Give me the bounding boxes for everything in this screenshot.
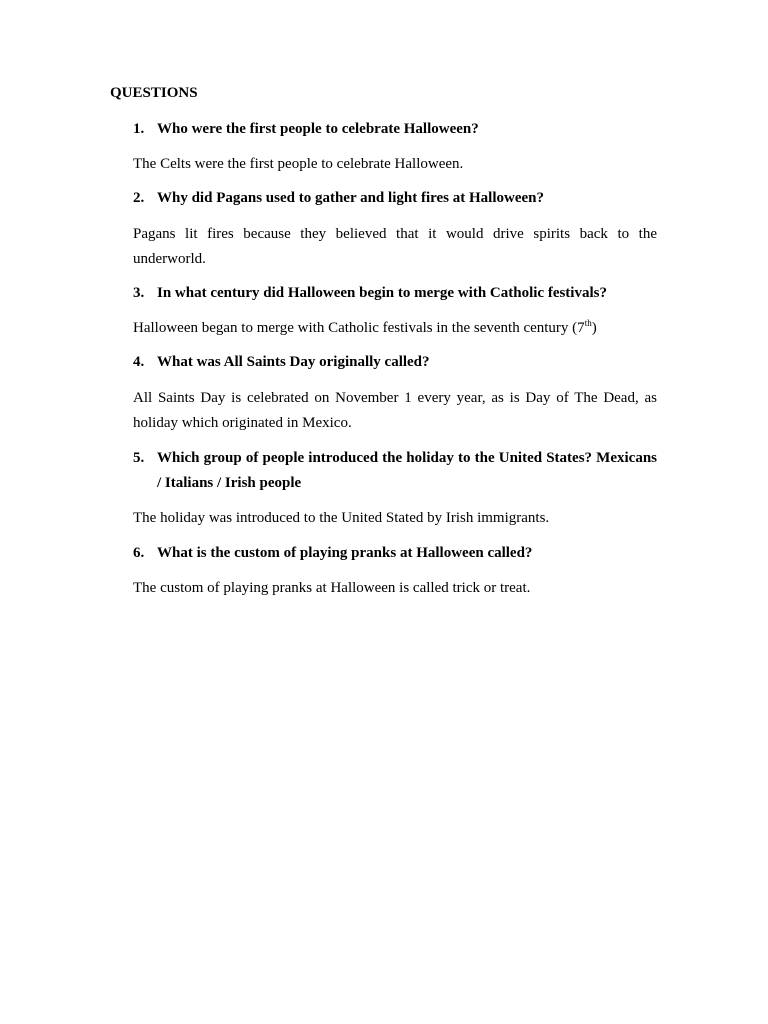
answer-5: The holiday was introduced to the United Stated by Irish immigrants. [133, 510, 550, 526]
question-6-number: 6. [133, 545, 145, 561]
question-5 [133, 446, 657, 496]
answer-3-text: Halloween began to merge with Catholic festivals in the seventh century (7 [133, 320, 585, 336]
question-1-number: 1. [133, 121, 145, 137]
questions-heading: QUESTIONS [110, 85, 198, 101]
answer-4: All Saints Day is celebrated on November 1 every year, as is Day of The Dead, as holiday which originated in Mexico. [133, 390, 657, 431]
question-2-text: Why did Pagans used to gather and light fires at Halloween? [157, 190, 544, 206]
answer-3 [133, 316, 657, 341]
question-3 [133, 281, 657, 306]
question-6-text: What is the custom of playing pranks at Halloween called? [157, 545, 533, 561]
answer-6: The custom of playing pranks at Halloween is called trick or treat. [133, 580, 531, 596]
question-1 [133, 117, 657, 142]
question-2 [133, 186, 657, 211]
answer-1: The Celts were the first people to celebrate Halloween. [133, 156, 464, 172]
answer-2: Pagans lit fires because they believed that it would drive spirits back to the underworld. [133, 226, 657, 267]
question-6 [133, 541, 657, 566]
question-4 [133, 350, 657, 375]
question-5-number: 5. [133, 450, 145, 466]
question-3-text: In what century did Halloween begin to merge with Catholic festivals? [157, 285, 607, 301]
question-3-number: 3. [133, 285, 145, 301]
answer-3-suffix: ) [591, 320, 597, 336]
question-1-text: Who were the first people to celebrate Halloween? [157, 121, 479, 137]
question-4-number: 4. [133, 354, 145, 370]
answer-3-superscript: th [584, 318, 592, 328]
question-5-text: Which group of people introduced the holiday to the United States? Mexicans / Italians / Irish people [157, 450, 657, 491]
question-2-number: 2. [133, 190, 145, 206]
question-4-text: What was All Saints Day originally called? [157, 354, 430, 370]
